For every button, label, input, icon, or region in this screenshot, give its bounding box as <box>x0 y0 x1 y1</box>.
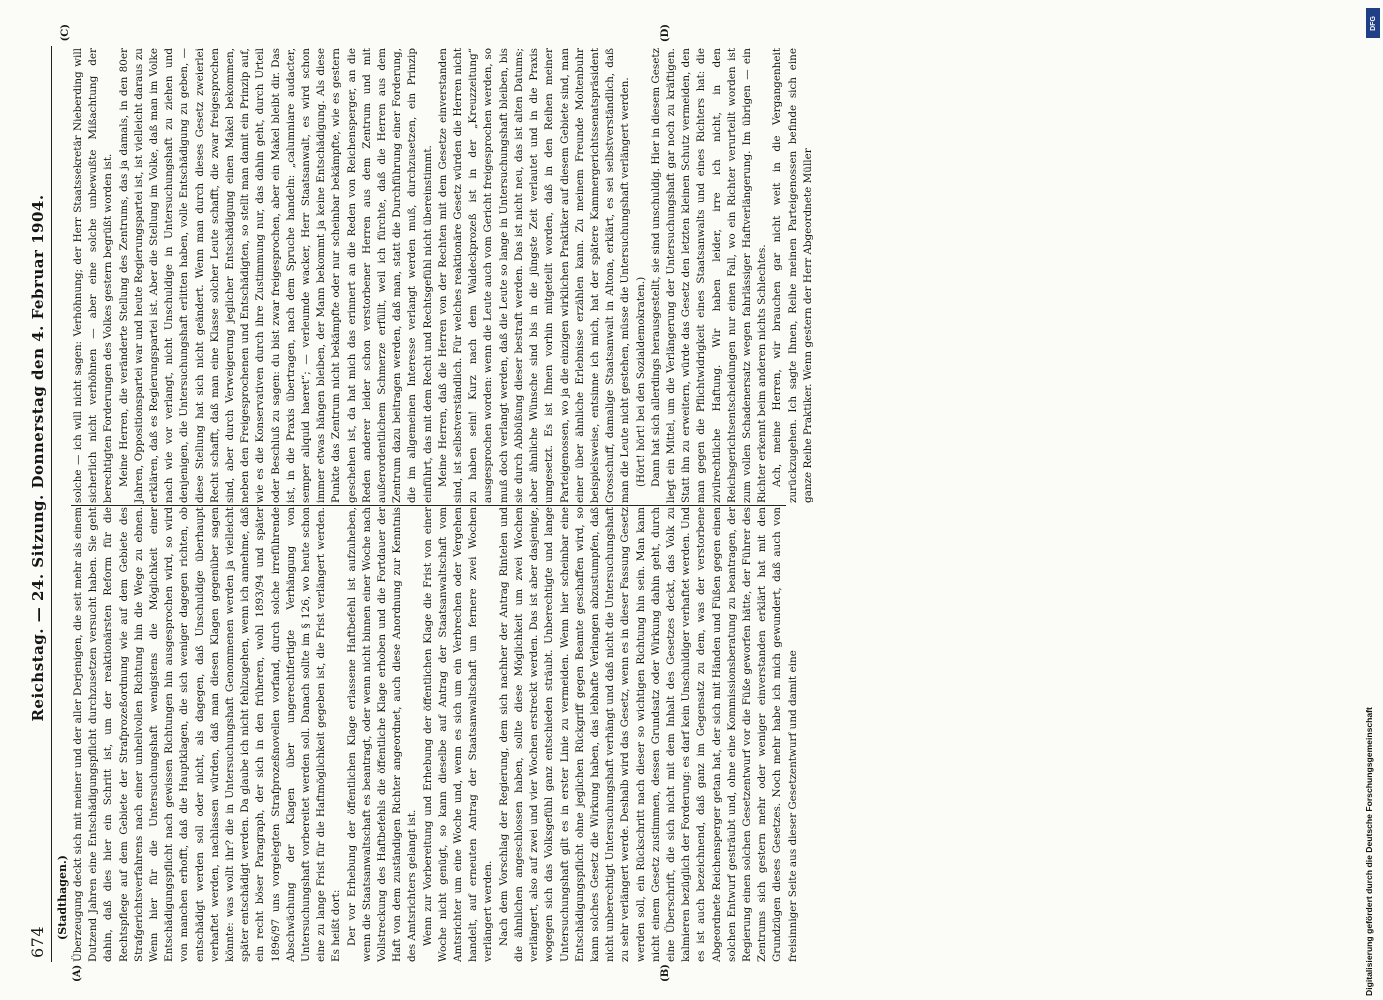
paragraph: Meine Herren, die veränderte Stellung des Zentrums, das ja damals, in den 80er Jahren, Oppositionspartei war und heute Regierungspartei ist, ist vielleicht daraus zu erklären, daß es Regierungspartei ist. Aber die Stellung im Volke, daß man im Volke nach wie vor verlangt, nicht Unschuldige in Untersuchungshaft zu ziehen und denjenigen, die Untersuchungshaft erlitten haben, volle Entschädigung zu geben, — diese Stellung hat sich nicht geändert. Wenn man durch dieses Gesetz zweierlei Recht schafft, daß man eine Klasse solcher Leute schafft, die zwar freigesprochen sind, aber durch Verweigerung jeglicher Entschädigung einen Makel bekommen, neben den Freigesprochenen und Entschädigten, so stellt man damit ein Prinzip auf, wie es die Konservativen durch ihre Zustimmung nur, das dahin geht, durch Urteil oder Beschluß zu sagen: du bist zwar freigesprochen, aber ein Makel bleibt dir. Das ist, in die Praxis übertragen, nach dem Spruche handeln: „calumniare audacter, semper aliquid haeret“; — verleumde wacker, Herr Staatsanwalt, es wird schon immer etwas hängen bleiben, der Mann bekommt ja keine Entschädigung. Als diese Punkte das Zentrum nicht bekämpfte oder nur scheinbar bekämpfte, wie es gestern geschehen ist, da hat mich das erinnert an die Reden von Reichensperger, an die Reden anderer leider schon verstorbener Herren aus dem Zentrum und mit außerordentlichem Schmerze erfüllt, weil ich fürchte, daß die Herren aus dem Zentrum dazu beitragen werden, daß man, statt die Durchführung einer Forderung, die im allgemeinen Interesse verlangt werden muß, durchzusetzen, ein Prinzip einführt, das mit dem Recht und Rechtsgefühl nicht übereinstimmt. <box>117 48 434 503</box>
paragraph: Wenn zur Vorbereitung und Erhebung der öffentlichen Klage die Frist von einer Woche nicht genügt, so kann dieselbe auf Antrag der Staatsanwaltschaft vom Amtsrichter um eine Woche und, wenn es sich um ein Verbrechen oder Vergehen handelt, auf erneuten Antrag der Staatsanwaltschaft um fernere zwei Wochen verlängert werden. <box>421 507 495 962</box>
margin-marker-a: (A) <box>72 964 83 982</box>
dfg-logo: DFG <box>1366 8 1380 38</box>
paragraph: solche — ich will nicht sagen: Verhöhnung; der Herr Staatssekretär Nieberding will sicherlich nicht verhöhnen — aber eine solche unbewußte Mißachtung der berechtigten Forderungen des Volkes gestern begrüßt worden ist. <box>72 48 115 503</box>
paragraph: Ach, meine Herren, wir brauchen gar nicht weit in die Vergangenheit zurückzugehen. Ich sagte Ihnen, Reihe meinen Parteigenossen befinde sich eine ganze Reihe Praktiker. Wenn gestern der Herr Abgeordnete Müller <box>771 48 814 503</box>
paragraph: Nach dem Vorschlag der Regierung, dem sich nachher der Antrag Rintelen und die ähnlichen angeschlossen haben, sollte diese Möglichkeit um zwei Wochen verlängert, also auf zwei und vier Wochen erstreckt werden. Das ist aber dasjenige, wogegen sich das Volksgefühl ganz entschieden sträubt. Unberechtigte und lange Untersuchungshaft gilt es in erster Linie zu vermeiden. Wenn hier scheinbar eine Entschädigungspflicht ohne jeglichen Rückgriff gegen Beamte geschaffen wird, so kann solches Gesetz die Wirkung haben, das lebhafte Verlangen abzustumpfen, daß nicht unberechtigt Untersuchungshaft verhängt und daß nicht die Untersuchungshaft zu sehr verlängert werde. Deshalb wird das Gesetz, wenn es in dieser Fassung Gesetz werden soll, ein Rückschritt nach dieser so wichtigen Richtung hin sein. Man kann nicht einem Gesetz zustimmen, dessen Grundsatz oder Wirkung dahin geht, durch eine Überschrift, die sich nicht mit dem Inhalt des Gesetzes deckt, das Volk zu kalmieren bezüglich der Forderung: es darf kein Unschuldiger verhaftet werden. Und es ist auch bezeichnend, daß ganz im Gegensatz zu dem, was der verstorbene Abgeordnete Reichensperger getan hat, der sich mit Händen und Füßen gegen einen solchen Entwurf gesträubt und, ohne eine Kommissionsberatung zu beantragen, der Regierung einen solchen Gesetzentwurf vor die Füße geworfen hätte, der Führer des Zentrums sich gestern mehr oder weniger einverstanden erklärt hat mit den Grundzügen dieses Gesetzes. Noch mehr habe ich mich gewundert, daß auch von freisinniger Seite aus dieser Gesetzentwurf und damit eine <box>497 507 799 962</box>
margin-marker-b: (B) <box>660 964 671 982</box>
right-column <box>71 48 816 503</box>
paragraph: (Hört! hört! bei den Sozialdemokraten.) <box>634 276 647 487</box>
page-title: Reichstag. — 24. Sitzung. Donnerstag den 4. Februar 1904. <box>29 194 47 722</box>
column-gap <box>71 503 816 507</box>
paragraph: Der vor Erhebung der öffentlichen Klage erlassene Haftbefehl ist aufzuheben, wenn die Staatsanwaltschaft es beantragt, oder wenn nicht binnen einer Woche nach Vollstreckung des Haftbefehls die öffentliche Klage erhoben und die Fortdauer der Haft von dem zuständigen Richter angeordnet, auch diese Anordnung zur Kenntnis des Amtsrichters gelangt ist. <box>345 507 419 962</box>
left-column <box>71 507 816 962</box>
paragraph: Dann hat sich allerdings herausgestellt, sie sind unschuldig. Hier in diesem Gesetz liegt ein Mittel, um die Verlängerung der Untersuchungshaft gar noch zu kräftigen. Statt ihn zu erweitern, würde das Gesetz den letzten kleinen Schutz vermeiden, den man gegen die Pflichtwidrigkeit eines Staatsanwalts und eines Richters hat: die zivilrechtliche Haftung. Wir haben leider, irre ich nicht, in den Reichsgerichtsentscheidungen nur einen Fall, wo ein Richter verurteilt worden ist zum vollen Schadenersatz wegen fahrlässiger Haftverlängerung. Im übrigen — ein Richter erkennt beim anderen nichts Schlechtes. <box>649 48 769 503</box>
page-header <box>28 46 51 962</box>
text-columns <box>71 46 816 962</box>
header-rule <box>51 46 52 962</box>
paragraph: Überzeugung deckt sich mit meiner und der aller Derjenigen, die seit mehr als einem Dutzend Jahren eine Entschädigungspflicht durchzusetzen versucht haben. Sie geht dahin, daß dies hier ein Schritt ist, um der reaktionärsten Reform für die Rechtspflege auf dem Gebiete der Strafprozeßordnung wie auf dem Gebiete des Strafgerichtsverfahrens nach einer unheilvollen Richtung hin die Wege zu ebnen. Wenn hier für die Untersuchungshaft wenigstens die Möglichkeit einer Entschädigungspflicht nach gewissen Richtungen hin ausgesprochen wird, so wird von manchen erhofft, daß die Hauptklagen, die sich weniger dagegen richten, ob entschädigt werden soll oder nicht, als dagegen, daß Unschuldige überhaupt verhaftet werden, nachlassen würden, daß man diesen Klagen gegenüber sagen könnte: was wollt ihr? die in Untersuchungshaft Genommenen werden ja vielleicht später entschädigt werden. Da glaube ich nicht fehlzugehen, wenn ich annehme, daß ein recht böser Paragraph, der sich in den früheren, wohl 1893/94 und später 1896/97 uns vorgelegten Strafprozeßnovellen vorfand, durch solche irreführende Abschwächung der Klagen über ungerechtfertigte Verhängung von Untersuchungshaft vorbereitet werden soll. Danach sollte im § 126, wo heute schon eine zu lange Frist für die Haftmöglichkeit gegeben ist, die Frist verlängert werden. Es heißt dort: <box>72 507 343 962</box>
speaker-name: (Stadthagen.) <box>56 855 69 940</box>
margin-marker-d: (D) <box>660 24 671 43</box>
margin-marker-c: (C) <box>60 24 71 42</box>
funding-note: Digitalisierung gefördert durch die Deutsche Forschungsgemeinschaft <box>1364 707 1374 996</box>
page-number: 674 <box>28 925 47 958</box>
paragraph: Meine Herren, daß die Herren von der Rechten mit dem Gesetze einverstanden sind, ist selbstverständlich. Für welches reaktionäre Gesetz würden die Herren nicht zu haben sein! Kurz nach dem Waldeckprozeß ist in der „Kreuzzeitung“ ausgesprochen worden: wenn die Leute auch vom Gericht freigesprochen werden, so muß doch verlangt werden, daß die Leute so lange in Untersuchungshaft bleiben, bis sie durch Abbüßung dieser bestraft werden. Das ist nicht neu, das ist alten Datums; aber ähnliche Wünsche sind bis in die jüngste Zeit verlautet und in die Praxis umgesetzt. Es ist Ihnen vorhin mitgeteilt worden, daß in den Reihen meiner Parteigenossen, wo ja die einzigen wirklichen Praktiker auf diesem Gebiete sind, man einer über ähnliche Erlebnisse erzählen kann. Zu meinem Freunde Moltenbuhr beispielsweise, entsinne ich mich, hat der spätere Kammergerichtssenatspräsident Grosschuff, damalige Staatsanwalt in Altona, erklärt, es sei selbstverständlich, daß man die Leute nicht gestehen, müsse die Untersuchungshaft verlängert werden. <box>436 48 632 503</box>
column-divider <box>71 505 786 506</box>
newspaper-page <box>20 24 1350 982</box>
